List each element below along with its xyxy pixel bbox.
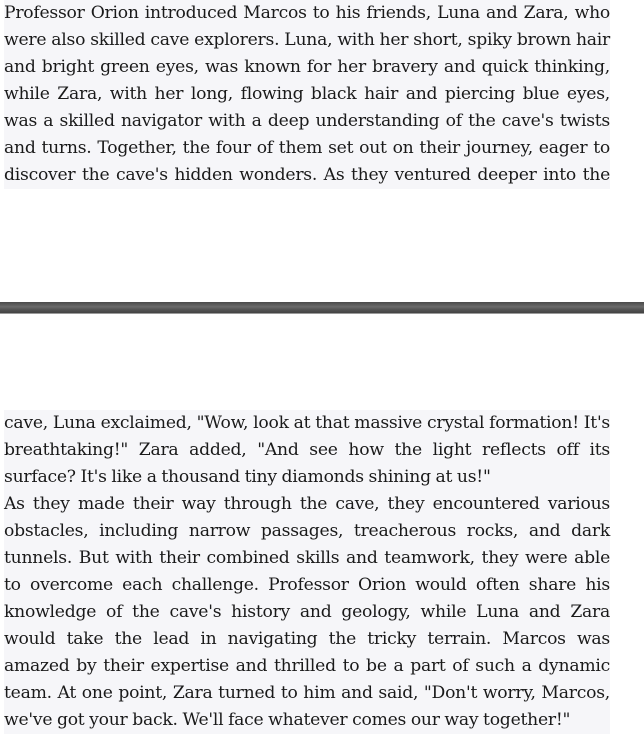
text-block-top: [4, 0, 610, 189]
paragraph-continued: cave, Luna exclaimed, "Wow, look at that massive crystal formation! It's breathtaking!" Zara added, "And see how the light reflects off its surface? It's like a thousand tiny diamonds shining at us!": [4, 413, 610, 487]
paragraph-intro: Professor Orion introduced Marcos to his friends, Luna and Zara, who were also skilled cave explorers. Luna, with her short, spiky brown hair and bright green eyes, was known for her bravery and quick thinking, while Zara, with her long, flowing black hair and piercing blue eyes, was a skilled navigator with a deep understanding of the cave's twists and turns. Together, the four of them set out on their journey, eager to discover the cave's hidden wonders. As they ventured deeper into the: [4, 3, 610, 185]
paragraph-journey: As they made their way through the cave, they encountered various obstacles, including narrow passages, treacherous rocks, and dark tunnels. But with their combined skills and teamwork, they were able to overcome each challenge. Professor Orion would often share his knowledge of the cave's history and geology, while Luna and Zara would take the lead in navigating the tricky terrain. Marcos was amazed by their expertise and thrilled to be a part of such a dynamic team. At one point, Zara turned to him and said, "Don't worry, Marcos, we've got your back. We'll face whatever comes our way together!": [4, 494, 610, 730]
text-block-bottom: [4, 410, 610, 734]
page-top: [0, 0, 644, 302]
